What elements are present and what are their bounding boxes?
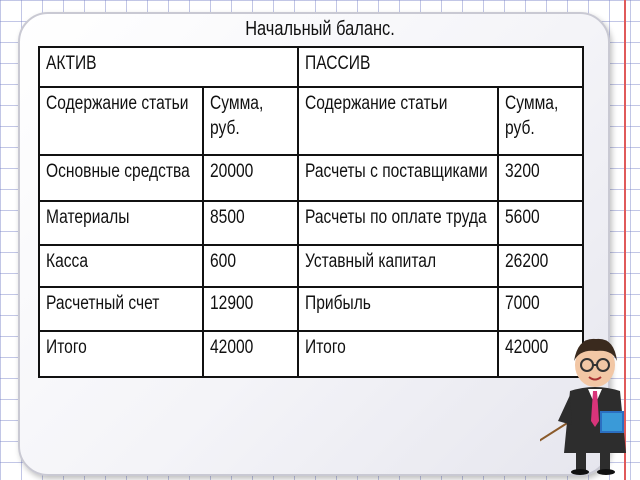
table-row [39,201,583,245]
assets-sum-column-header: Сумма, руб. [203,87,298,155]
liability-sum: 3200 [498,155,583,201]
asset-name: Основные средства [39,155,203,201]
liability-name: Прибыль [298,287,498,331]
liability-sum: 5600 [498,201,583,245]
liability-name: Расчеты с поставщиками [298,155,498,201]
liability-sum: 7000 [498,287,583,331]
liabilities-header: ПАССИВ [298,47,583,87]
asset-sum: 600 [203,245,298,287]
asset-name: Материалы [39,201,203,245]
liability-sum: 26200 [498,245,583,287]
asset-total-sum: 42000 [203,331,298,377]
liability-total-sum: 42000 [498,331,583,377]
asset-name: Касса [39,245,203,287]
balance-table [38,46,584,378]
table-row [39,155,583,201]
liabilities-sum-column-header: Сумма, руб. [498,87,583,155]
table-row [39,245,583,287]
asset-name: Расчетный счет [39,287,203,331]
assets-header: АКТИВ [39,47,298,87]
table-row [39,287,583,331]
liability-total-label: Итого [298,331,498,377]
liabilities-item-column-header: Содержание статьи [298,87,498,155]
asset-sum: 8500 [203,201,298,245]
liability-name: Уставный капитал [298,245,498,287]
table-header-row [39,47,583,87]
assets-item-column-header: Содержание статьи [39,87,203,155]
table-column-row [39,87,583,155]
liability-name: Расчеты по оплате труда [298,201,498,245]
page-title: Начальный баланс. [245,18,395,40]
teacher-illustration [540,325,640,475]
teacher-arm [558,395,572,425]
table-row-total [39,331,583,377]
asset-sum: 20000 [203,155,298,201]
asset-total-label: Итого [39,331,203,377]
asset-sum: 12900 [203,287,298,331]
